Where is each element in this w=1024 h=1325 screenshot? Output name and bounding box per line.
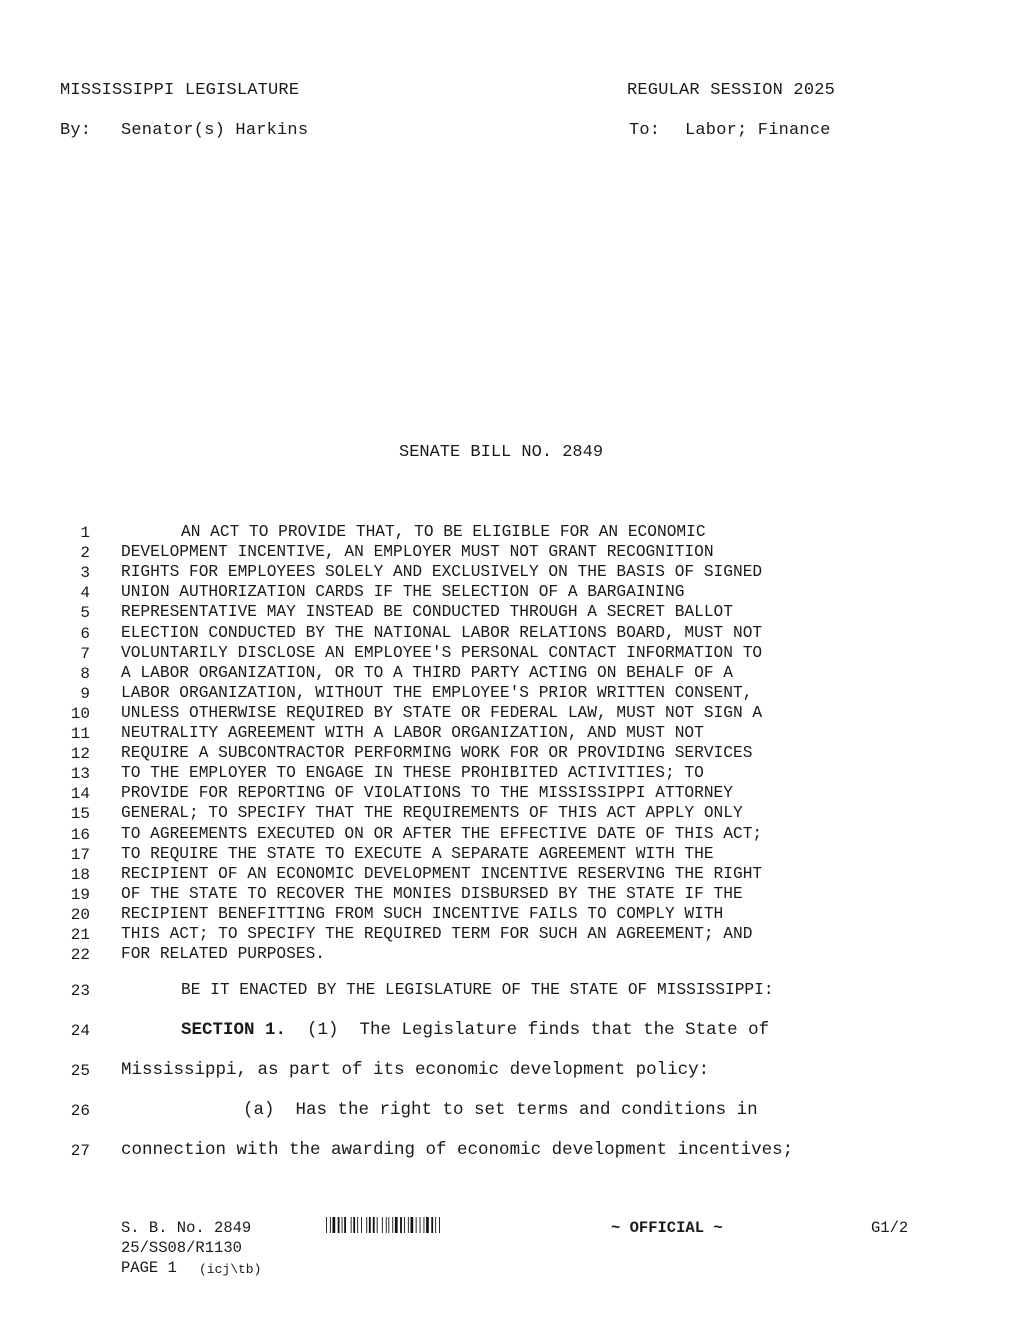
line-number: 17 xyxy=(70,845,90,864)
title-line: REQUIRE A SUBCONTRACTOR PERFORMING WORK FOR OR PROVIDING SERVICES xyxy=(121,744,753,763)
line-number: 2 xyxy=(80,544,90,563)
title-line: TO REQUIRE THE STATE TO EXECUTE A SEPARATE AGREEMENT WITH THE xyxy=(121,844,714,863)
title-line: REPRESENTATIVE MAY INSTEAD BE CONDUCTED THROUGH A SECRET BALLOT xyxy=(121,603,733,622)
line-number: 14 xyxy=(70,785,90,804)
title-line: AN ACT TO PROVIDE THAT, TO BE ELIGIBLE FOR AN ECONOMIC xyxy=(181,523,706,541)
title-line: GENERAL; TO SPECIFY THAT THE REQUIREMENTS OF THIS ACT APPLY ONLY xyxy=(121,804,743,823)
title-line: VOLUNTARILY DISCLOSE AN EMPLOYEE'S PERSONAL CONTACT INFORMATION TO xyxy=(121,643,763,662)
line-number: 7 xyxy=(80,644,90,663)
title-line: ELECTION CONDUCTED BY THE NATIONAL LABOR RELATIONS BOARD, MUST NOT xyxy=(121,623,763,642)
line-number: 5 xyxy=(80,604,90,623)
line-number: 10 xyxy=(70,704,90,723)
body-line: (a) Has the right to set terms and conditions in xyxy=(243,1100,758,1120)
body-line: Mississippi, as part of its economic development policy: xyxy=(121,1060,710,1080)
sponsor-name: Senator(s) Harkins xyxy=(121,121,309,140)
line-number: 22 xyxy=(70,946,90,965)
line-number: 11 xyxy=(70,725,90,743)
line-number: 23 xyxy=(70,982,90,1000)
title-line: RECIPIENT BENEFITTING FROM SUCH INCENTIVE FAILS TO COMPLY WITH xyxy=(121,904,724,923)
title-line: TO AGREEMENTS EXECUTED ON OR AFTER THE EFFECTIVE DATE OF THIS ACT; xyxy=(121,824,763,843)
by-label: By: xyxy=(60,121,92,140)
title-line: LABOR ORGANIZATION, WITHOUT THE EMPLOYEE'S PRIOR WRITTEN CONSENT, xyxy=(121,683,753,702)
legislature-name: MISSISSIPPI LEGISLATURE xyxy=(60,81,300,100)
barcode-icon xyxy=(326,1217,486,1233)
title-line: FOR RELATED PURPOSES. xyxy=(121,945,325,964)
line-number: 16 xyxy=(70,825,90,844)
section-text: (1) The Legislature finds that the State of xyxy=(286,1020,770,1040)
line-number: 25 xyxy=(70,1062,90,1080)
line-number: 26 xyxy=(70,1102,90,1120)
title-line: DEVELOPMENT INCENTIVE, AN EMPLOYER MUST NOT GRANT RECOGNITION xyxy=(121,543,714,562)
page-label: PAGE 1 xyxy=(121,1259,177,1277)
line-number: 15 xyxy=(70,805,90,824)
typist-initials: (icj\tb) xyxy=(199,1262,262,1277)
line-number: 18 xyxy=(70,865,90,884)
line-number: 3 xyxy=(80,564,90,583)
page-code: G1/2 xyxy=(871,1219,909,1237)
body-line: connection with the awarding of economic development incentives; xyxy=(121,1140,794,1160)
section-heading: SECTION 1. xyxy=(181,1020,287,1040)
line-number: 21 xyxy=(70,926,90,944)
document-code: 25/SS08/R1130 xyxy=(121,1239,242,1257)
line-number: 20 xyxy=(70,905,90,924)
title-line: PROVIDE FOR REPORTING OF VIOLATIONS TO THE MISSISSIPPI ATTORNEY xyxy=(121,784,733,803)
enacting-clause: BE IT ENACTED BY THE LEGISLATURE OF THE STATE OF MISSISSIPPI: xyxy=(181,981,774,999)
session-label: REGULAR SESSION 2025 xyxy=(627,81,836,100)
title-line: OF THE STATE TO RECOVER THE MONIES DISBURSED BY THE STATE IF THE xyxy=(121,884,743,903)
official-label: ~ OFFICIAL ~ xyxy=(611,1219,723,1237)
title-line: THIS ACT; TO SPECIFY THE REQUIRED TERM FOR SUCH AN AGREEMENT; AND xyxy=(121,925,753,943)
to-label: To: xyxy=(629,121,661,140)
line-number: 4 xyxy=(80,584,90,603)
section-1-line xyxy=(181,1020,769,1040)
line-number: 27 xyxy=(70,1142,90,1160)
line-number: 1 xyxy=(80,524,90,542)
line-number: 12 xyxy=(70,745,90,764)
title-line: TO THE EMPLOYER TO ENGAGE IN THESE PROHIBITED ACTIVITIES; TO xyxy=(121,764,704,783)
committee-list: Labor; Finance xyxy=(685,121,831,140)
line-number: 6 xyxy=(80,624,90,643)
title-line: UNLESS OTHERWISE REQUIRED BY STATE OR FEDERAL LAW, MUST NOT SIGN A xyxy=(121,703,763,722)
bill-title: SENATE BILL NO. 2849 xyxy=(399,443,604,462)
title-line: NEUTRALITY AGREEMENT WITH A LABOR ORGANIZATION, AND MUST NOT xyxy=(121,724,704,742)
title-line: RIGHTS FOR EMPLOYEES SOLELY AND EXCLUSIVELY ON THE BASIS OF SIGNED xyxy=(121,563,763,582)
line-number: 19 xyxy=(70,885,90,904)
line-number: 24 xyxy=(70,1022,90,1040)
title-line: UNION AUTHORIZATION CARDS IF THE SELECTION OF A BARGAINING xyxy=(121,583,685,602)
line-number: 8 xyxy=(80,664,90,683)
title-line: A LABOR ORGANIZATION, OR TO A THIRD PARTY ACTING ON BEHALF OF A xyxy=(121,663,733,682)
title-line: RECIPIENT OF AN ECONOMIC DEVELOPMENT INCENTIVE RESERVING THE RIGHT xyxy=(121,864,763,883)
line-number: 9 xyxy=(80,684,90,703)
footer-bill-ref: S. B. No. 2849 xyxy=(121,1219,252,1237)
line-number: 13 xyxy=(70,765,90,784)
